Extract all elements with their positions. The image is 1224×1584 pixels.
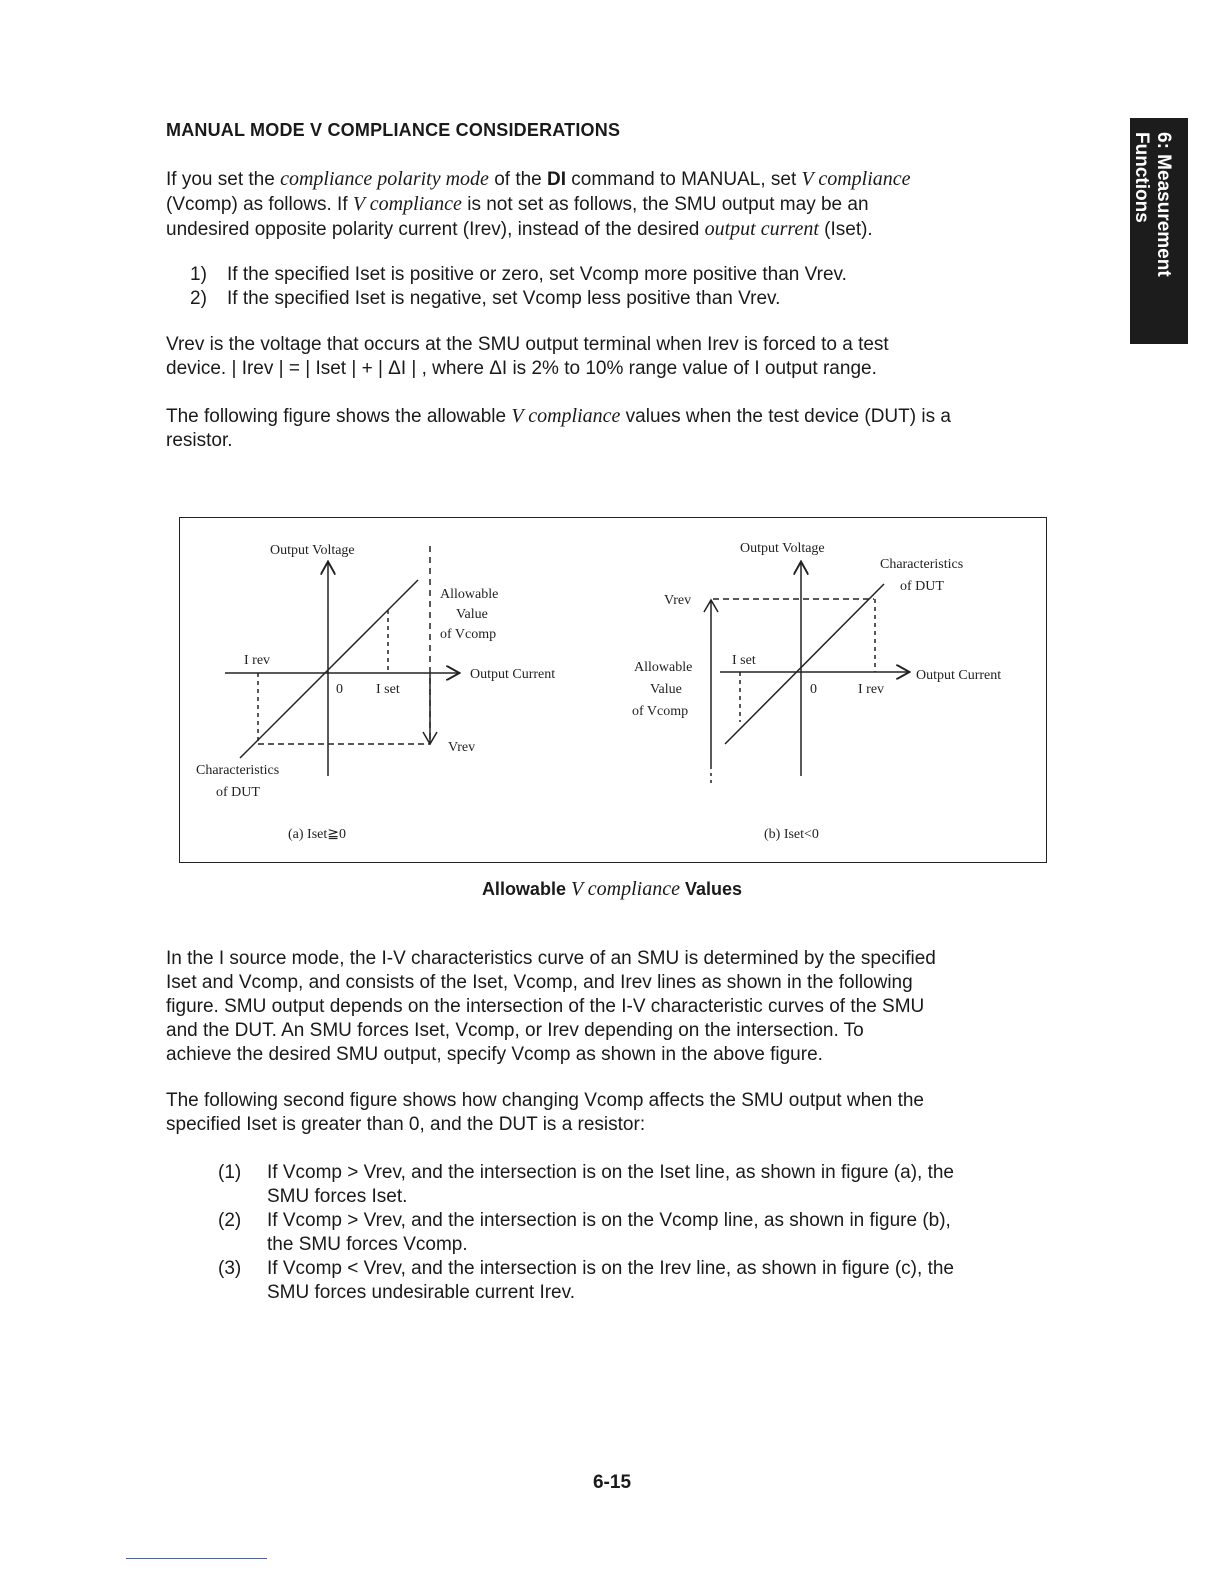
- a-zero-label: 0: [336, 682, 343, 697]
- a-irev-label: I rev: [244, 653, 271, 668]
- b-allowable-label-2: Value: [650, 682, 682, 697]
- list-item: (2) If Vcomp > Vrev, and the intersection is on the Vcomp line, as shown in figure (b), the SMU forces Vcomp.: [218, 1210, 951, 1255]
- b-zero-label: 0: [810, 682, 817, 697]
- b-char-label-1: Characteristics: [880, 557, 964, 572]
- a-vrev-label: Vrev: [448, 740, 476, 755]
- b-vrev-label: Vrev: [664, 593, 692, 608]
- rules-list: [190, 263, 847, 311]
- figure-caption: Allowable V compliance Values: [481, 878, 743, 900]
- a-y-axis-label: Output Voltage: [270, 543, 355, 558]
- iv-paragraph: In the I source mode, the I-V characteristics curve of an SMU is determined by the specified Iset and Vcomp, and consists of the Iset, Vcomp, and Irev lines as shown in the following figure. SMU output depends on the intersection of the I-V characteristic curves of the SMU and the DUT. An SMU forces Iset, Vcomp, or Irev depending on the intersection. To achieve the desired SMU output, specify Vcomp as shown in the above figure.: [166, 948, 936, 1065]
- intro-paragraph: If you set the compliance polarity mode of the DI command to MANUAL, set V compliance (Vcomp) as follows. If V compliance is not set as follows, the SMU output may be an undesired opposite polarity current (Irev), instead of the desired output current (Iset).: [166, 168, 911, 240]
- b-caption: (b) Iset<0: [764, 827, 819, 842]
- a-caption: (a) Iset≧0: [288, 827, 346, 842]
- section-heading: MANUAL MODE V COMPLIANCE CONSIDERATIONS: [166, 120, 621, 140]
- compliance-figure: [179, 517, 1047, 863]
- chapter-tab-label: [1130, 132, 1174, 277]
- chapter-tab-line2: Functions: [1131, 132, 1152, 223]
- cases-list: [218, 1161, 1048, 1305]
- a-x-axis-label: Output Current: [470, 667, 556, 682]
- a-dut-line: [240, 580, 418, 758]
- list-item: 2) If the specified Iset is negative, set Vcomp less positive than Vrev.: [190, 288, 781, 309]
- b-x-axis-label: Output Current: [916, 668, 1002, 683]
- second-paragraph: The following second figure shows how changing Vcomp affects the SMU output when the specified Iset is greater than 0, and the DUT is a resistor:: [166, 1090, 924, 1135]
- b-y-axis-label: Output Voltage: [740, 541, 825, 556]
- a-char-label-2: of DUT: [216, 785, 260, 800]
- a-char-label-1: Characteristics: [196, 763, 280, 778]
- panel-b: [704, 563, 908, 783]
- page-number: 6-15: [592, 1472, 632, 1493]
- chapter-tab-line1: 6: Measurement: [1153, 132, 1174, 277]
- b-allowable-label-3: of Vcomp: [632, 704, 689, 719]
- list-item: (3) If Vcomp < Vrev, and the intersection is on the Irev line, as shown in figure (c), the SMU forces undesirable current Irev.: [218, 1258, 954, 1303]
- list-item: (1) If Vcomp > Vrev, and the intersection is on the Iset line, as shown in figure (a), the SMU forces Iset.: [218, 1162, 954, 1207]
- a-allowable-label-1: Allowable: [440, 587, 499, 602]
- list-item: 1) If the specified Iset is positive or zero, set Vcomp more positive than Vrev.: [190, 264, 847, 285]
- a-allowable-label-3: of Vcomp: [440, 627, 497, 642]
- b-iset-label: I set: [732, 653, 756, 668]
- a-iset-label: I set: [376, 682, 400, 697]
- b-char-label-2: of DUT: [900, 579, 944, 594]
- b-irev-label: I rev: [858, 682, 885, 697]
- vrev-paragraph: Vrev is the voltage that occurs at the SMU output terminal when Irev is forced to a test device. | Irev | = | Iset | + | ΔI | , where ΔI is 2% to 10% range value of I output range.: [166, 334, 889, 379]
- compliance-diagram: [180, 518, 1046, 862]
- figure-intro-paragraph: The following figure shows the allowable V compliance values when the test device (DUT) is a resistor.: [166, 405, 951, 451]
- footer-rule: [126, 1558, 267, 1559]
- a-allowable-label-2: Value: [456, 607, 488, 622]
- chapter-tab[interactable]: [1130, 118, 1188, 344]
- b-allowable-label-1: Allowable: [634, 660, 693, 675]
